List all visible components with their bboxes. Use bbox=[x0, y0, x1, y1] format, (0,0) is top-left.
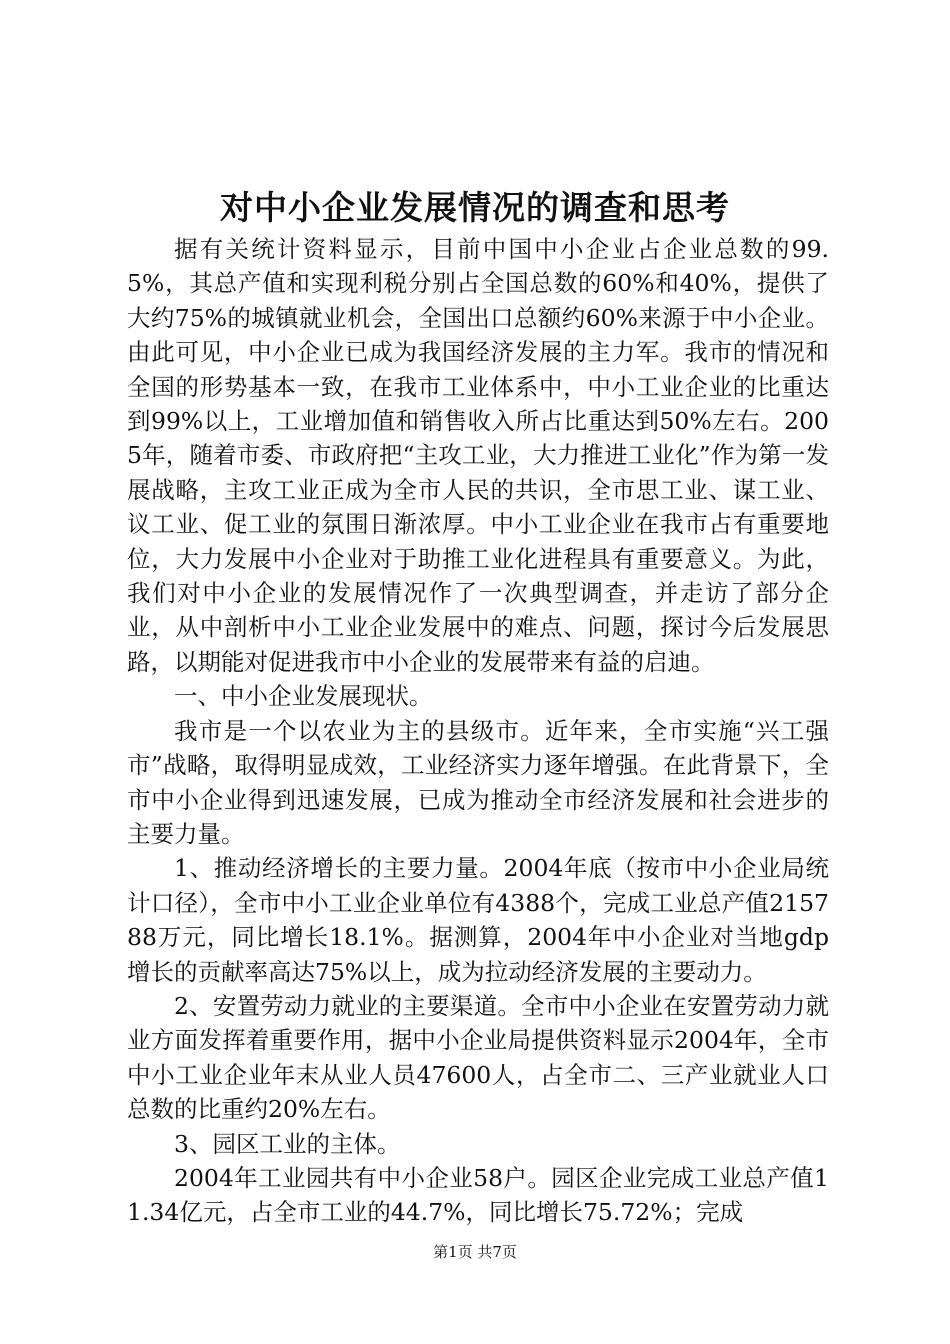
paragraph-section-1: 我市是一个以农业为主的县级市。近年来，全市实施“兴工强市”战略，取得明显成效，工业经济实力逐年增强。在此背景下，全市中小企业得到迅速发展，已成为推动全市经济发展和社会进步的主要力量。 bbox=[127, 716, 829, 848]
document-body bbox=[127, 232, 829, 1230]
page-number-footer: 第1页 共7页 bbox=[433, 1243, 517, 1261]
section-heading-1: 一、中小企业发展现状。 bbox=[174, 682, 433, 711]
paragraph-item-3-body: 2004年工业园共有中小企业58户。园区企业完成工业总产值11.34亿元，占全市工业的44.7%，同比增长75.72%；完成 bbox=[127, 1163, 829, 1227]
paragraph-item-3-heading: 3、园区工业的主体。 bbox=[174, 1129, 401, 1158]
paragraph-item-2: 2、安置劳动力就业的主要渠道。全市中小企业在安置劳动力就业方面发挥着重要作用，据中小企业局提供资料显示2004年，全市中小工业企业年末从业人员47600人，占全市二、三产业就业人口总数的比重约20%左右。 bbox=[127, 991, 829, 1124]
paragraph-item-1: 1、推动经济增长的主要力量。2004年底（按市中小企业局统计口径），全市中小工业企业单位有4388个，完成工业总产值215788万元，同比增长18.1%。据测算，2004年中小企业对当地gdp增长的贡献率高达75%以上，成为拉动经济发展的主要动力。 bbox=[127, 854, 829, 986]
document-title: 对中小企业发展情况的调查和思考 bbox=[220, 188, 730, 227]
paragraph-intro: 据有关统计资料显示，目前中国中小企业占企业总数的99.5%，其总产值和实现利税分别占全国总数的60%和40%，提供了大约75%的城镇就业机会，全国出口总额约60%来源于中小企业。由此可见，中小企业已成为我国经济发展的主力军。我市的情况和全国的形势基本一致，在我市工业体系中，中小工业企业的比重达到99%以上，工业增加值和销售收入所占比重达到50%左右。2005年，随着市委、市政府把“主攻工业，大力推进工业化”作为第一发展战略，主攻工业正成为全市人民的共识，全市思工业、谋工业、议工业、促工业的氛围日渐浓厚。中小工业企业在我市占有重要地位，大力发展中小企业对于助推工业化进程具有重要意义。为此，我们对中小企业的发展情况作了一次典型调查，并走访了部分企业，从中剖析中小工业企业发展中的难点、问题，探讨今后发展思路，以期能对促进我市中小企业的发展带来有益的启迪。 bbox=[127, 235, 829, 676]
